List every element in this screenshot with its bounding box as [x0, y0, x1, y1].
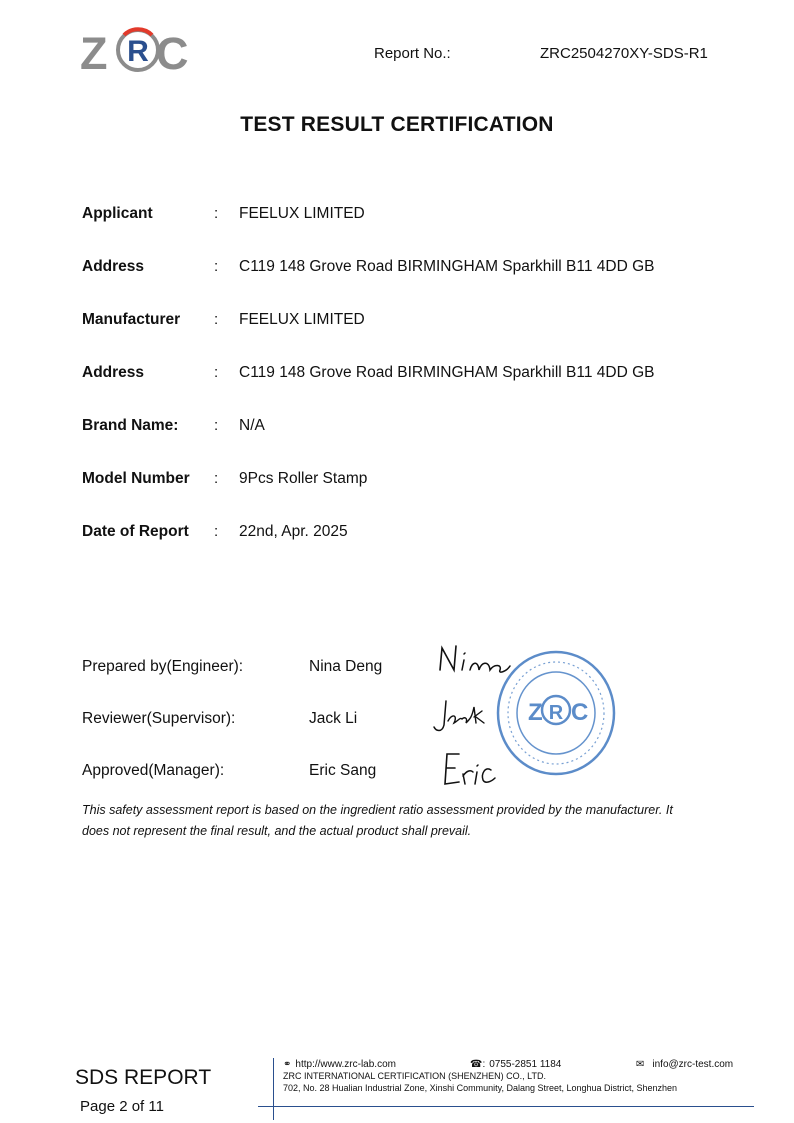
field-label-manufacturer-address: Address — [82, 364, 145, 381]
logo-letter-c: C — [156, 28, 189, 79]
footer-email — [636, 1059, 733, 1070]
signature-role-approved: Approved(Manager): — [82, 762, 225, 779]
field-colon: : — [214, 311, 219, 328]
field-value-manufacturer: FEELUX LIMITED — [239, 311, 365, 328]
svg-text:R: R — [548, 702, 564, 724]
footer-company-name: ZRC INTERNATIONAL CERTIFICATION (SHENZHEN) CO., LTD. — [283, 1071, 547, 1081]
svg-text:C: C — [571, 699, 589, 726]
logo-r-ring-icon — [115, 27, 161, 73]
footer-report-type: SDS REPORT — [75, 1066, 212, 1089]
field-label-address: Address — [82, 258, 145, 275]
footer-company-address: 702, No. 28 Hualian Industrial Zone, Xinshi Community, Dalang Street, Longhua District, Shenzhen — [283, 1083, 678, 1093]
field-value-address: C119 148 Grove Road BIRMINGHAM Sparkhill B11 4DD GB — [239, 258, 655, 275]
field-colon: : — [214, 417, 219, 434]
footer-phone-text: 0755-2851 1184 — [489, 1059, 562, 1070]
field-value-model-number: 9Pcs Roller Stamp — [239, 470, 368, 487]
footer-page-number: Page 2 of 11 — [80, 1098, 164, 1115]
globe-icon: ⚭ — [283, 1059, 292, 1070]
field-colon: : — [214, 258, 219, 275]
report-no-value: ZRC2504270XY-SDS-R1 — [540, 45, 708, 62]
field-colon: : — [214, 523, 219, 540]
svg-text:Z: Z — [528, 699, 543, 726]
signature-name-reviewer: Jack Li — [309, 710, 358, 727]
logo-letter-z: Z — [80, 28, 108, 79]
footer-phone — [470, 1059, 561, 1070]
field-label-date-of-report: Date of Report — [82, 523, 189, 540]
disclaimer-line-1: This safety assessment report is based on the ingredient ratio assessment provided by the manufacturer. It — [82, 803, 673, 817]
disclaimer-text — [82, 800, 732, 842]
field-value-date-of-report: 22nd, Apr. 2025 — [239, 523, 348, 540]
signature-eric-drawing — [443, 748, 498, 790]
signature-name-prepared: Nina Deng — [309, 658, 383, 675]
field-label-model-number: Model Number — [82, 470, 190, 487]
page-title: TEST RESULT CERTIFICATION — [240, 113, 554, 136]
envelope-icon: ✉ — [636, 1059, 645, 1070]
field-label-manufacturer: Manufacturer — [82, 311, 181, 328]
field-colon: : — [214, 470, 219, 487]
field-colon: : — [214, 205, 219, 222]
disclaimer-line-2: does not represent the final result, and the actual product shall prevail. — [82, 824, 472, 838]
footer-website — [283, 1059, 396, 1070]
zrc-logo — [80, 30, 198, 80]
footer-website-text: http://www.zrc-lab.com — [295, 1059, 396, 1070]
signature-role-reviewer: Reviewer(Supervisor): — [82, 710, 236, 727]
signature-role-prepared: Prepared by(Engineer): — [82, 658, 244, 675]
footer-divider-horizontal — [258, 1106, 754, 1107]
svg-text:R: R — [127, 35, 149, 68]
signature-nina-drawing — [434, 640, 514, 680]
field-value-applicant: FEELUX LIMITED — [239, 205, 365, 222]
footer-email-text: info@zrc-test.com — [652, 1059, 734, 1070]
field-colon: : — [214, 364, 219, 381]
field-label-applicant: Applicant — [82, 205, 153, 222]
field-label-brand-name: Brand Name: — [82, 417, 179, 434]
footer-divider-vertical — [273, 1058, 274, 1120]
signature-jack-drawing — [432, 695, 492, 737]
signature-name-approved: Eric Sang — [309, 762, 377, 779]
report-no-label: Report No.: — [374, 45, 451, 62]
field-value-manufacturer-address: C119 148 Grove Road BIRMINGHAM Sparkhill B11 4DD GB — [239, 364, 655, 381]
phone-icon: ☎: — [470, 1059, 486, 1070]
field-value-brand-name: N/A — [239, 417, 265, 434]
